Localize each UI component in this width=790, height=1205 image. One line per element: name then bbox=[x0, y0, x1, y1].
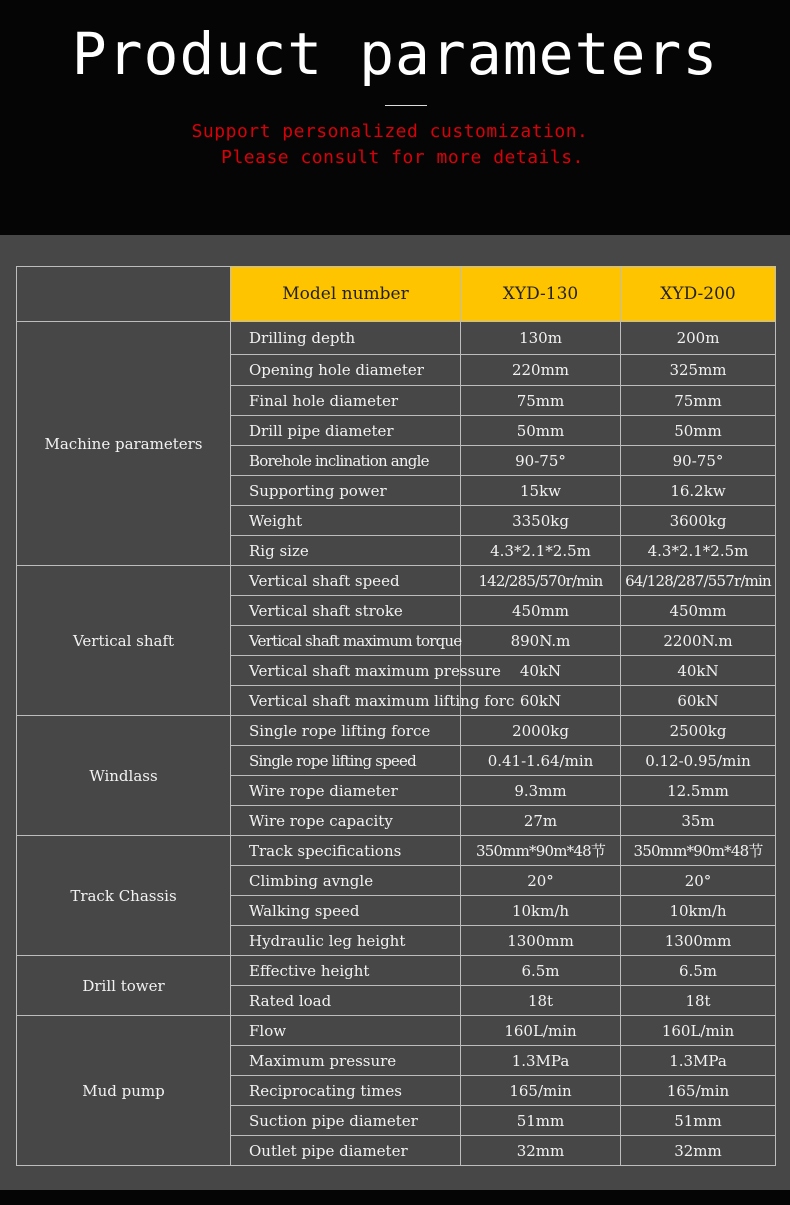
table-row bbox=[17, 322, 776, 355]
value-xyd-130: 32mm bbox=[461, 1136, 621, 1166]
group-label: Track Chassis bbox=[17, 836, 231, 956]
parameter-name: Rated load bbox=[231, 986, 461, 1016]
value-xyd-200: 160L/min bbox=[621, 1016, 776, 1046]
group-label: Vertical shaft bbox=[17, 566, 231, 716]
group-label: Mud pump bbox=[17, 1016, 231, 1166]
value-xyd-200: 51mm bbox=[621, 1106, 776, 1136]
subtitle-line-2: Please consult for more details. bbox=[221, 147, 584, 168]
table-row bbox=[17, 836, 776, 866]
value-xyd-200: 10km/h bbox=[621, 896, 776, 926]
parameter-name: Climbing avngle bbox=[231, 866, 461, 896]
value-xyd-200: 4.3*2.1*2.5m bbox=[621, 536, 776, 566]
value-xyd-200: 350mm*90m*48节 bbox=[621, 836, 776, 866]
value-xyd-200: 1.3MPa bbox=[621, 1046, 776, 1076]
value-xyd-130: 890N.m bbox=[461, 626, 621, 656]
parameters-table bbox=[16, 266, 776, 1166]
parameter-name: Effective height bbox=[231, 956, 461, 986]
parameter-name: Drill pipe diameter bbox=[231, 416, 461, 446]
value-xyd-200: 16.2kw bbox=[621, 476, 776, 506]
value-xyd-130: 1300mm bbox=[461, 926, 621, 956]
value-xyd-130: 350mm*90m*48节 bbox=[461, 836, 621, 866]
parameter-name: Wire rope diameter bbox=[231, 776, 461, 806]
parameter-name: Vertical shaft stroke bbox=[231, 596, 461, 626]
value-xyd-130: 10km/h bbox=[461, 896, 621, 926]
value-xyd-200: 450mm bbox=[621, 596, 776, 626]
value-xyd-200: 75mm bbox=[621, 386, 776, 416]
value-xyd-200: 165/min bbox=[621, 1076, 776, 1106]
column-header-xyd-200: XYD-200 bbox=[621, 267, 776, 322]
value-xyd-200: 6.5m bbox=[621, 956, 776, 986]
value-xyd-200: 18t bbox=[621, 986, 776, 1016]
parameter-name: Flow bbox=[231, 1016, 461, 1046]
value-xyd-200: 40kN bbox=[621, 656, 776, 686]
value-xyd-130: 220mm bbox=[461, 355, 621, 386]
value-xyd-130: 3350kg bbox=[461, 506, 621, 536]
value-xyd-200: 2200N.m bbox=[621, 626, 776, 656]
parameter-name: Vertical shaft maximum torque bbox=[231, 626, 461, 656]
group-label: Drill tower bbox=[17, 956, 231, 1016]
value-xyd-130: 60kN bbox=[461, 686, 621, 716]
parameter-name: Vertical shaft speed bbox=[231, 566, 461, 596]
value-xyd-130: 160L/min bbox=[461, 1016, 621, 1046]
value-xyd-200: 0.12-0.95/min bbox=[621, 746, 776, 776]
table-row bbox=[17, 1016, 776, 1046]
value-xyd-200: 90-75° bbox=[621, 446, 776, 476]
parameter-name: Rig size bbox=[231, 536, 461, 566]
parameter-name: Reciprocating times bbox=[231, 1076, 461, 1106]
value-xyd-130: 1.3MPa bbox=[461, 1046, 621, 1076]
subtitle-line-1: Support personalized customization. bbox=[191, 121, 589, 142]
header-banner bbox=[0, 0, 790, 235]
parameter-name: Single rope lifting speed bbox=[231, 746, 461, 776]
parameter-name: Wire rope capacity bbox=[231, 806, 461, 836]
value-xyd-200: 20° bbox=[621, 866, 776, 896]
parameter-name: Drilling depth bbox=[231, 322, 461, 355]
value-xyd-130: 6.5m bbox=[461, 956, 621, 986]
value-xyd-200: 60kN bbox=[621, 686, 776, 716]
table-row bbox=[17, 716, 776, 746]
parameter-name: Final hole diameter bbox=[231, 386, 461, 416]
value-xyd-130: 50mm bbox=[461, 416, 621, 446]
table-row bbox=[17, 956, 776, 986]
parameter-name: Track specifications bbox=[231, 836, 461, 866]
parameter-name: Walking speed bbox=[231, 896, 461, 926]
value-xyd-130: 2000kg bbox=[461, 716, 621, 746]
value-xyd-200: 3600kg bbox=[621, 506, 776, 536]
table-row bbox=[17, 566, 776, 596]
parameter-name: Supporting power bbox=[231, 476, 461, 506]
value-xyd-200: 1300mm bbox=[621, 926, 776, 956]
column-header-model: Model number bbox=[231, 267, 461, 322]
value-xyd-130: 18t bbox=[461, 986, 621, 1016]
parameter-name: Opening hole diameter bbox=[231, 355, 461, 386]
value-xyd-200: 50mm bbox=[621, 416, 776, 446]
group-label: Windlass bbox=[17, 716, 231, 836]
value-xyd-200: 325mm bbox=[621, 355, 776, 386]
value-xyd-200: 32mm bbox=[621, 1136, 776, 1166]
parameter-name: Single rope lifting force bbox=[231, 716, 461, 746]
value-xyd-200: 12.5mm bbox=[621, 776, 776, 806]
value-xyd-130: 142/285/570r/min bbox=[461, 566, 621, 596]
value-xyd-200: 200m bbox=[621, 322, 776, 355]
parameter-name: Suction pipe diameter bbox=[231, 1106, 461, 1136]
value-xyd-200: 64/128/287/557r/min bbox=[621, 566, 776, 596]
value-xyd-130: 27m bbox=[461, 806, 621, 836]
header-blank-cell bbox=[17, 267, 231, 322]
value-xyd-130: 90-75° bbox=[461, 446, 621, 476]
title-divider bbox=[385, 105, 427, 106]
parameter-name: Hydraulic leg height bbox=[231, 926, 461, 956]
table-header-row bbox=[17, 267, 776, 322]
value-xyd-130: 165/min bbox=[461, 1076, 621, 1106]
column-header-xyd-130: XYD-130 bbox=[461, 267, 621, 322]
footer-band bbox=[0, 1190, 790, 1205]
value-xyd-130: 0.41-1.64/min bbox=[461, 746, 621, 776]
parameter-name: Vertical shaft maximum lifting forc bbox=[231, 686, 461, 716]
value-xyd-130: 9.3mm bbox=[461, 776, 621, 806]
parameter-name: Vertical shaft maximum pressure bbox=[231, 656, 461, 686]
value-xyd-130: 51mm bbox=[461, 1106, 621, 1136]
value-xyd-130: 4.3*2.1*2.5m bbox=[461, 536, 621, 566]
parameter-name: Outlet pipe diameter bbox=[231, 1136, 461, 1166]
value-xyd-130: 15kw bbox=[461, 476, 621, 506]
parameter-name: Maximum pressure bbox=[231, 1046, 461, 1076]
value-xyd-130: 20° bbox=[461, 866, 621, 896]
page-title: Product parameters bbox=[71, 20, 719, 88]
parameter-name: Borehole inclination angle bbox=[231, 446, 461, 476]
value-xyd-130: 130m bbox=[461, 322, 621, 355]
group-label: Machine parameters bbox=[17, 322, 231, 566]
parameter-name: Weight bbox=[231, 506, 461, 536]
value-xyd-200: 2500kg bbox=[621, 716, 776, 746]
value-xyd-130: 40kN bbox=[461, 656, 621, 686]
value-xyd-200: 35m bbox=[621, 806, 776, 836]
value-xyd-130: 75mm bbox=[461, 386, 621, 416]
value-xyd-130: 450mm bbox=[461, 596, 621, 626]
